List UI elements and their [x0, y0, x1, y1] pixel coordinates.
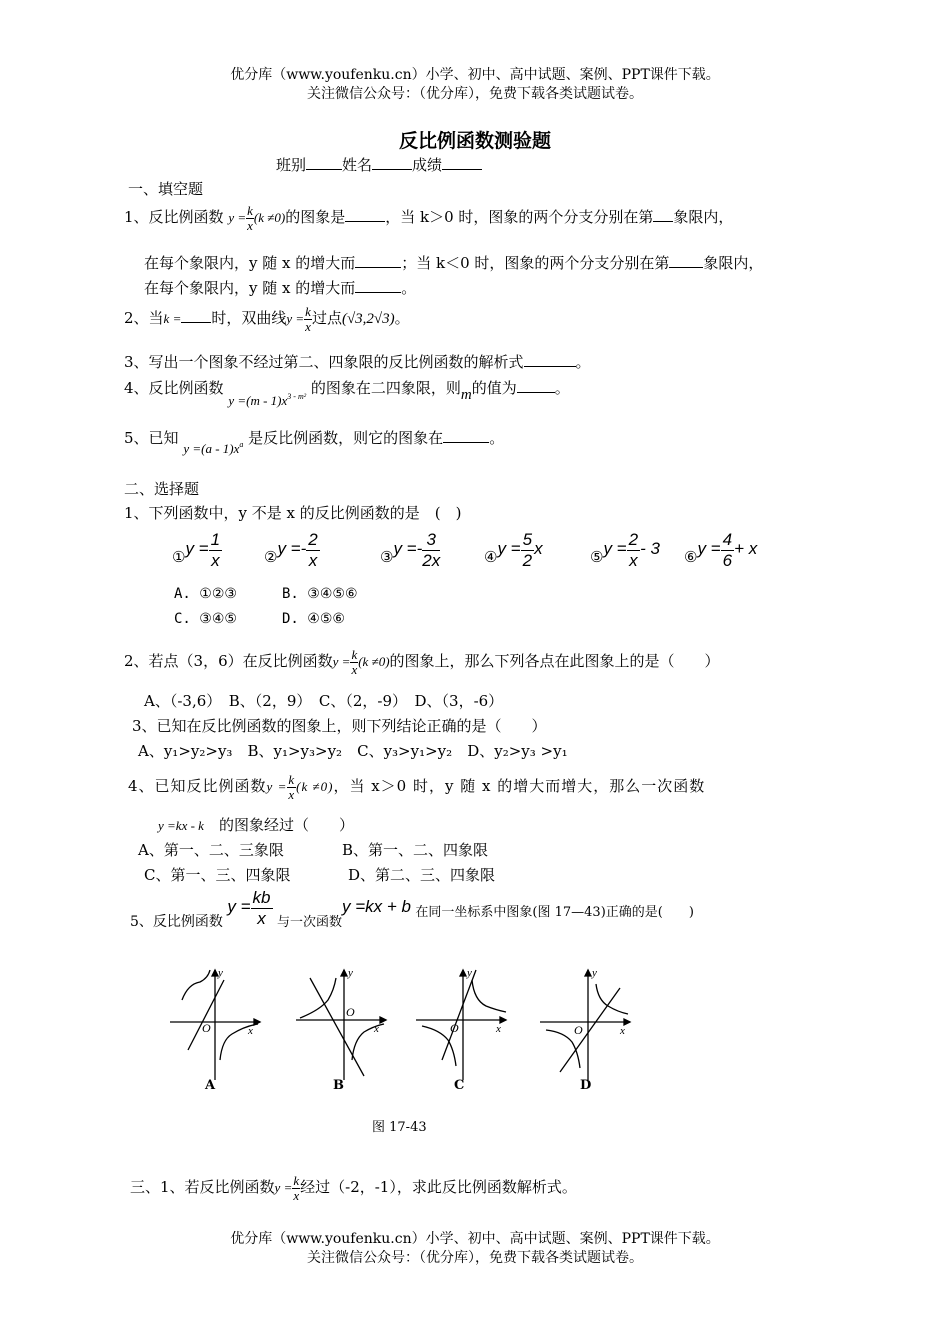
svg-text:y: y	[348, 967, 353, 979]
graph-label-A[interactable]: A	[205, 1078, 216, 1093]
s1-q5-blank[interactable]	[443, 428, 489, 443]
svg-text:O: O	[450, 1021, 459, 1035]
svg-text:O: O	[346, 1005, 355, 1019]
s2-q4-line2: y =kx - k 的图象经过（ ）	[158, 816, 354, 834]
svg-text:x: x	[496, 1023, 501, 1035]
s1-q3-blank[interactable]	[524, 352, 576, 367]
score-blank[interactable]	[442, 155, 482, 170]
s2-q3-options	[138, 740, 568, 761]
s2-q4-optA[interactable]: A、第一、二、三象限	[138, 841, 284, 859]
s1-q3: 3、写出一个图象不经过第二、四象限的反比例函数的解析式 。	[124, 353, 591, 371]
graph-label-C[interactable]: C	[454, 1078, 465, 1093]
figure-17-43	[160, 960, 640, 1100]
s3-q1: 三、1、若反比例函数y = $\frac{k}{x}$ 经过（-2，-1），求此反比例函数解析式。	[130, 1173, 577, 1203]
choice-6: ⑥y = $\frac{4}{6}$ + x	[684, 530, 758, 570]
choice-3: ③y =- $\frac{3}{2x}$	[380, 530, 441, 570]
s1-q2-blank[interactable]	[181, 308, 211, 323]
svg-text:y: y	[592, 967, 597, 979]
graph-A	[170, 967, 260, 1080]
s1-q1-line2: 在每个象限内，y 随 x 的增大而 ；当 k＜0 时，图象的两个分支分别在第 象限内，	[144, 254, 764, 272]
choice-5: ⑤y = $\frac{2}{x}$ - 3	[590, 530, 660, 570]
section2-heading: 二、选择题	[124, 480, 200, 498]
name-blank[interactable]	[372, 155, 412, 170]
s1-q4: 4、反比例函数 $y =(m - 1)x^{3 - m^2}$ 的图象在二四象限，则m的值为 。	[124, 379, 570, 408]
svg-text:x: x	[620, 1025, 625, 1037]
header-line-1: 优分库（www.youfenku.cn）小学、初中、高中试题、案例、PPT课件下载。	[230, 67, 720, 83]
choice-2: ②y =- $\frac{2}{x}$	[264, 530, 318, 570]
footer-line-1: 优分库（www.youfenku.cn）小学、初中、高中试题、案例、PPT课件下载。	[230, 1231, 720, 1247]
svg-text:x: x	[248, 1025, 253, 1037]
section1-heading: 一、填空题	[128, 180, 204, 198]
s2-q1-optB[interactable]: B. ③④⑤⑥	[282, 586, 358, 602]
s2-q1-optD[interactable]: D. ④⑤⑥	[282, 611, 345, 627]
s2-q3-optC[interactable]: C、y₃>y₁>y₂	[357, 742, 453, 760]
s2-q4: 4、已知反比例函数y = $\frac{k}{x}$ (k ≠0)，当 x＞0 时，y 随 x 的增大而增大，那么一次函数	[128, 772, 706, 802]
class-label: 班别	[276, 156, 307, 174]
graph-D	[540, 967, 630, 1080]
student-info	[276, 154, 482, 175]
svg-text:y: y	[218, 967, 223, 979]
s2-q4-optD[interactable]: D、第二、三、四象限	[348, 866, 496, 884]
s2-q5: 5、反比例函数 y = $\frac{kb}{x}$ 与一次函数y =kx + b 在同一坐标系中图象(图 17—43)正确的是( )	[130, 888, 694, 931]
svg-text:O: O	[574, 1023, 583, 1037]
class-blank[interactable]	[306, 155, 342, 170]
s1-q4-blank[interactable]	[517, 378, 555, 393]
graph-C	[416, 967, 506, 1080]
s1-q2: 2、当k = 时，双曲线y = $\frac{k}{x}$ 过点(√3,2√3)。	[124, 304, 410, 334]
s2-q4-optC[interactable]: C、第一、三、四象限	[144, 866, 291, 884]
s2-q2: 2、若点（3，6）在反比例函数y = $\frac{k}{x}$ (k ≠0)的图象上，那么下列各点在此图象上的是（ ）	[124, 647, 720, 677]
s2-q3-text: 3、已知在反比例函数的图象上，则下列结论正确的是（ ）	[132, 717, 547, 735]
graph-label-D[interactable]: D	[580, 1078, 592, 1093]
svg-text:O: O	[202, 1021, 211, 1035]
s1-q1-line1: 1、反比例函数 y = $\frac{k}{x}$ (k ≠0)的图象是 ，当 k＞0 时，图象的两个分支分别在第 象限内，	[124, 203, 734, 233]
name-label: 姓名	[342, 156, 373, 174]
s1-q1-blank-4[interactable]	[669, 253, 703, 268]
figure-caption: 图 17-43	[372, 1120, 427, 1135]
s2-q3-optD[interactable]: D、y₂>y₃ >y₁	[467, 742, 568, 760]
choice-4: ④y = $\frac{5}{2}$ x	[484, 530, 543, 570]
s2-q3-optB[interactable]: B、y₁>y₃>y₂	[247, 742, 343, 760]
s1-q1-blank-2[interactable]	[653, 207, 673, 222]
s2-q1-optC[interactable]: C. ③④⑤	[174, 611, 237, 627]
graph-label-B[interactable]: B	[333, 1078, 344, 1093]
svg-text:y: y	[467, 967, 472, 979]
page-title: 反比例函数测验题	[398, 130, 551, 152]
header-line-2: 关注微信公众号：（优分库），免费下载各类试题试卷。	[307, 86, 643, 102]
s1-q1-blank-1[interactable]	[345, 207, 385, 222]
svg-text:x: x	[374, 1023, 379, 1035]
s1-q1-blank-3[interactable]	[355, 253, 401, 268]
choice-1: ①y = $\frac{1}{x}$	[172, 530, 221, 570]
s2-q1-optA[interactable]: A. ①②③	[174, 586, 237, 602]
s1-q1-line3: 在每个象限内，y 随 x 的增大而 。	[144, 279, 417, 297]
graph-B	[296, 967, 386, 1080]
s1-q1-blank-5[interactable]	[355, 278, 401, 293]
footer-line-2: 关注微信公众号：（优分库），免费下载各类试题试卷。	[307, 1250, 643, 1266]
s2-q3-optA[interactable]: A、y₁>y₂>y₃	[138, 742, 233, 760]
s2-q1-text: 1、下列函数中，y 不是 x 的反比例函数的是 ( )	[124, 504, 462, 522]
score-label: 成绩	[412, 156, 443, 174]
s2-q2-options[interactable]: A、（-3,6） B、（2，9） C、（2，-9） D、（3，-6）	[144, 692, 504, 710]
s2-q4-optB[interactable]: B、第一、二、四象限	[342, 841, 489, 859]
s1-q5: 5、已知 $y =(a - 1)x^a$ 是反比例函数，则它的图象在 。	[124, 429, 505, 456]
